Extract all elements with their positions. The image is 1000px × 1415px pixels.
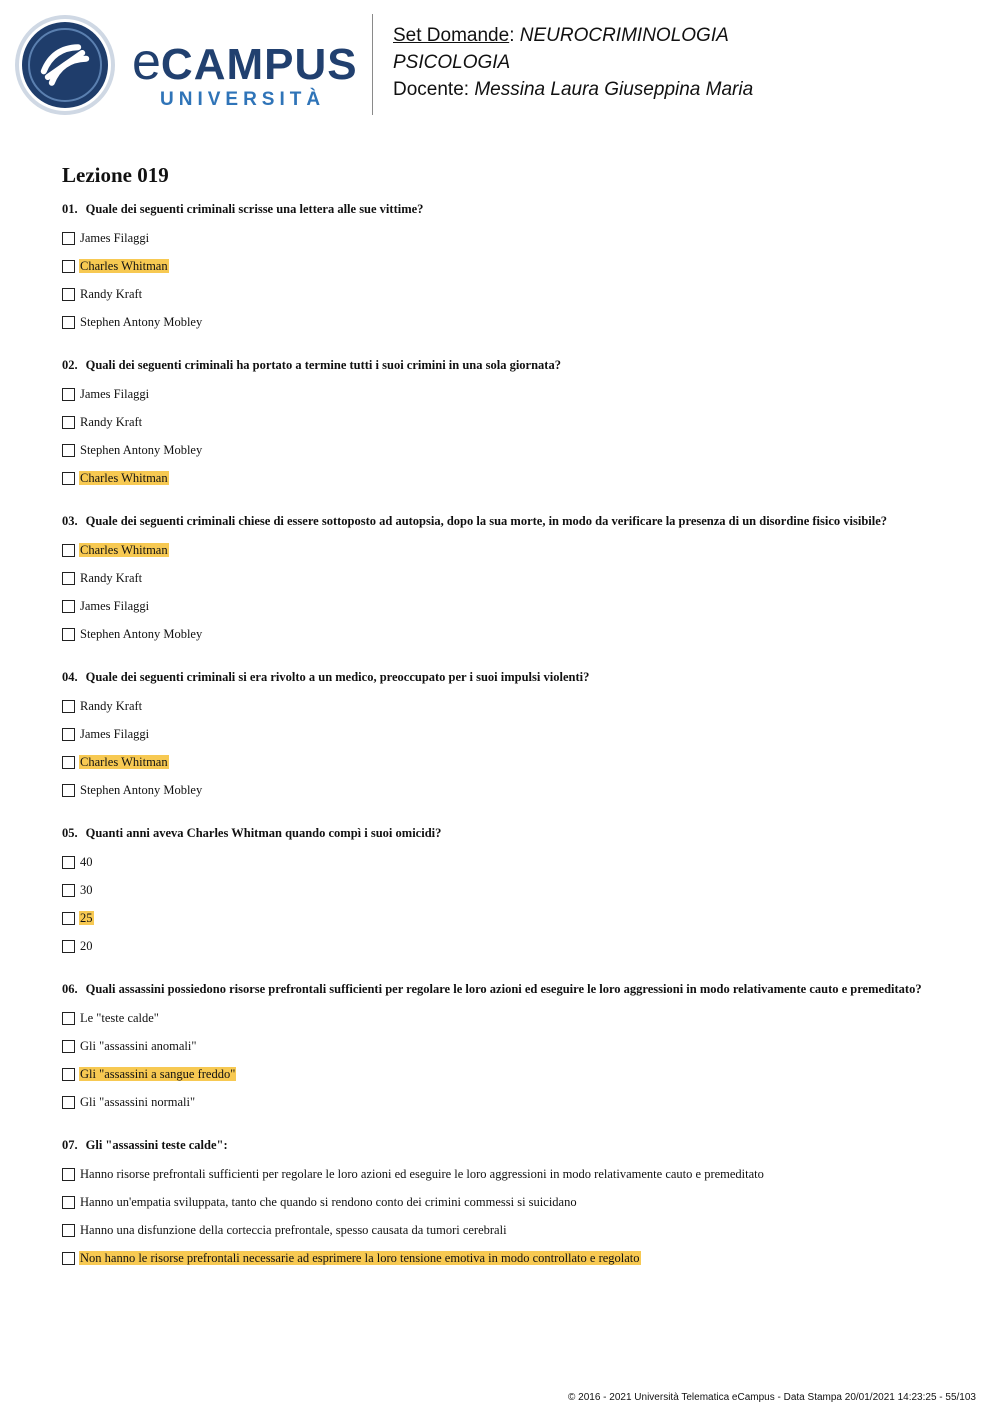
question-label: Quanti anni aveva Charles Whitman quando compì i suoi omicidi? [85,826,442,840]
answer-label-highlighted: Charles Whitman [80,543,168,557]
question-text [62,356,962,374]
brand-e: e [132,33,161,91]
answer-label: 20 [80,939,93,953]
checkbox-icon[interactable] [62,316,75,329]
question-block [62,1136,962,1272]
answer-option[interactable] [62,224,962,252]
answer-label: Stephen Antony Mobley [80,315,203,329]
answer-label: Randy Kraft [80,287,143,301]
question-text [62,512,962,530]
question-text [62,980,962,998]
checkbox-icon[interactable] [62,572,75,585]
answer-option[interactable] [62,848,962,876]
answer-label: James Filaggi [80,727,150,741]
answer-option[interactable] [62,1088,962,1116]
checkbox-icon[interactable] [62,1224,75,1237]
checkbox-icon[interactable] [62,700,75,713]
answer-label: Hanno risorse prefrontali sufficienti per regolare le loro azioni ed eseguire le loro aggressioni in modo relativamente cauto e premeditato [80,1167,764,1181]
set-line: Set Domande: NEUROCRIMINOLOGIA [393,25,729,46]
answer-label: James Filaggi [80,231,150,245]
teacher-label: Docente [393,79,464,100]
checkbox-icon[interactable] [62,600,75,613]
answer-label-highlighted: Charles Whitman [80,755,168,769]
answer-label-highlighted: Charles Whitman [80,471,168,485]
question-number: 06. [62,982,78,996]
question-block [62,824,962,960]
page-footer: © 2016 - 2021 Università Telematica eCampus - Data Stampa 20/01/2021 14:23:25 - 55/103 [568,1392,976,1403]
set-value-line1: NEUROCRIMINOLOGIA [519,25,729,46]
answer-option[interactable] [62,564,962,592]
answer-option[interactable] [62,1244,962,1272]
question-label: Gli "assassini teste calde": [85,1138,228,1152]
checkbox-icon[interactable] [62,544,75,557]
question-number: 02. [62,358,78,372]
checkbox-icon[interactable] [62,1252,75,1265]
answer-option[interactable] [62,308,962,336]
answer-label: Stephen Antony Mobley [80,783,203,797]
checkbox-icon[interactable] [62,1068,75,1081]
answer-label-highlighted: Non hanno le risorse prefrontali necessarie ad esprimere la loro tensione emotiva in modo controllato e regolato [80,1251,640,1265]
answer-option[interactable] [62,592,962,620]
question-number: 05. [62,826,78,840]
question-number: 07. [62,1138,78,1152]
question-text [62,824,962,842]
answer-option[interactable] [62,1216,962,1244]
question-list [62,200,962,1272]
set-line-2 [393,49,753,76]
checkbox-icon[interactable] [62,1196,75,1209]
question-number: 01. [62,202,78,216]
question-block [62,668,962,804]
answer-option[interactable] [62,536,962,564]
answer-label: Hanno una disfunzione della corteccia prefrontale, spesso causata da tumori cerebrali [80,1223,507,1237]
answer-option[interactable] [62,720,962,748]
answer-option[interactable] [62,1060,962,1088]
question-label: Quali assassini possiedono risorse prefrontali sufficienti per regolare le loro azioni ed eseguire le loro aggressioni in modo relativamente cauto e premeditato? [85,982,922,996]
checkbox-icon[interactable] [62,260,75,273]
question-block [62,512,962,648]
answer-label: 30 [80,883,93,897]
answer-label: Le "teste calde" [80,1011,159,1025]
checkbox-icon[interactable] [62,856,75,869]
teacher-line: Docente: Messina Laura Giuseppina Maria [393,79,754,100]
question-text [62,200,962,218]
answer-label-highlighted: Charles Whitman [80,259,168,273]
checkbox-icon[interactable] [62,728,75,741]
answer-label: Randy Kraft [80,571,143,585]
checkbox-icon[interactable] [62,288,75,301]
answer-option[interactable] [62,620,962,648]
checkbox-icon[interactable] [62,912,75,925]
checkbox-icon[interactable] [62,444,75,457]
answer-option[interactable] [62,1160,962,1188]
content [62,162,962,1292]
question-number: 03. [62,514,78,528]
answer-label: Gli "assassini anomali" [80,1039,197,1053]
question-block [62,980,962,1116]
answer-option[interactable] [62,252,962,280]
checkbox-icon[interactable] [62,884,75,897]
brand-name: CAMPUS [160,40,358,89]
answer-label: Randy Kraft [80,415,143,429]
answer-option[interactable] [62,280,962,308]
answer-label: Hanno un'empatia sviluppata, tanto che quando si rendono conto dei crimini commessi si suicidano [80,1195,577,1209]
answer-option[interactable] [62,408,962,436]
question-label: Quale dei seguenti criminali chiese di essere sottoposto ad autopsia, dopo la sua morte, in modo da verificare la presenza di un disordine fisico visibile? [85,514,888,528]
answer-option[interactable] [62,904,962,932]
answer-label-highlighted: Gli "assassini a sangue freddo" [80,1067,236,1081]
brand [132,33,358,111]
checkbox-icon[interactable] [62,756,75,769]
answer-option[interactable] [62,1004,962,1032]
answer-option[interactable] [62,380,962,408]
checkbox-icon[interactable] [62,1040,75,1053]
checkbox-icon[interactable] [62,628,75,641]
checkbox-icon[interactable] [62,784,75,797]
answer-label: Stephen Antony Mobley [80,443,203,457]
lesson-title: Lezione 019 [62,163,169,187]
question-text [62,668,962,686]
set-value-line2: PSICOLOGIA [393,52,511,73]
brand-subtitle: UNIVERSITÀ [160,89,326,110]
checkbox-icon[interactable] [62,472,75,485]
answer-option[interactable] [62,692,962,720]
question-label: Quale dei seguenti criminali scrisse una lettera alle sue vittime? [85,202,424,216]
answer-option[interactable] [62,876,962,904]
set-label: Set Domande [393,25,510,46]
question-block [62,200,962,336]
answer-option[interactable] [62,436,962,464]
answer-option[interactable] [62,776,962,804]
answer-option[interactable] [62,1188,962,1216]
set-info [393,22,753,103]
answer-label: 40 [80,855,93,869]
question-block [62,356,962,492]
answer-label: Randy Kraft [80,699,143,713]
question-label: Quali dei seguenti criminali ha portato a termine tutti i suoi crimini in una sola giornata? [85,358,561,372]
checkbox-icon[interactable] [62,416,75,429]
checkbox-icon[interactable] [62,388,75,401]
checkbox-icon[interactable] [62,232,75,245]
answer-label: James Filaggi [80,599,150,613]
question-text [62,1136,962,1154]
brand-wordmark [132,33,358,91]
ecampus-logo-icon [14,14,116,116]
checkbox-icon[interactable] [62,1012,75,1025]
checkbox-icon[interactable] [62,1168,75,1181]
answer-label: James Filaggi [80,387,150,401]
answer-label: Gli "assassini normali" [80,1095,196,1109]
question-label: Quale dei seguenti criminali si era rivolto a un medico, preoccupato per i suoi impulsi violenti? [85,670,590,684]
header-divider [372,14,373,115]
answer-label: Stephen Antony Mobley [80,627,203,641]
checkbox-icon[interactable] [62,940,75,953]
question-number: 04. [62,670,78,684]
answer-option[interactable] [62,748,962,776]
answer-option[interactable] [62,1032,962,1060]
page-header [0,0,1000,130]
checkbox-icon[interactable] [62,1096,75,1109]
answer-label-highlighted: 25 [80,911,93,925]
answer-option[interactable] [62,932,962,960]
answer-option[interactable] [62,464,962,492]
teacher-value: Messina Laura Giuseppina Maria [474,79,754,100]
